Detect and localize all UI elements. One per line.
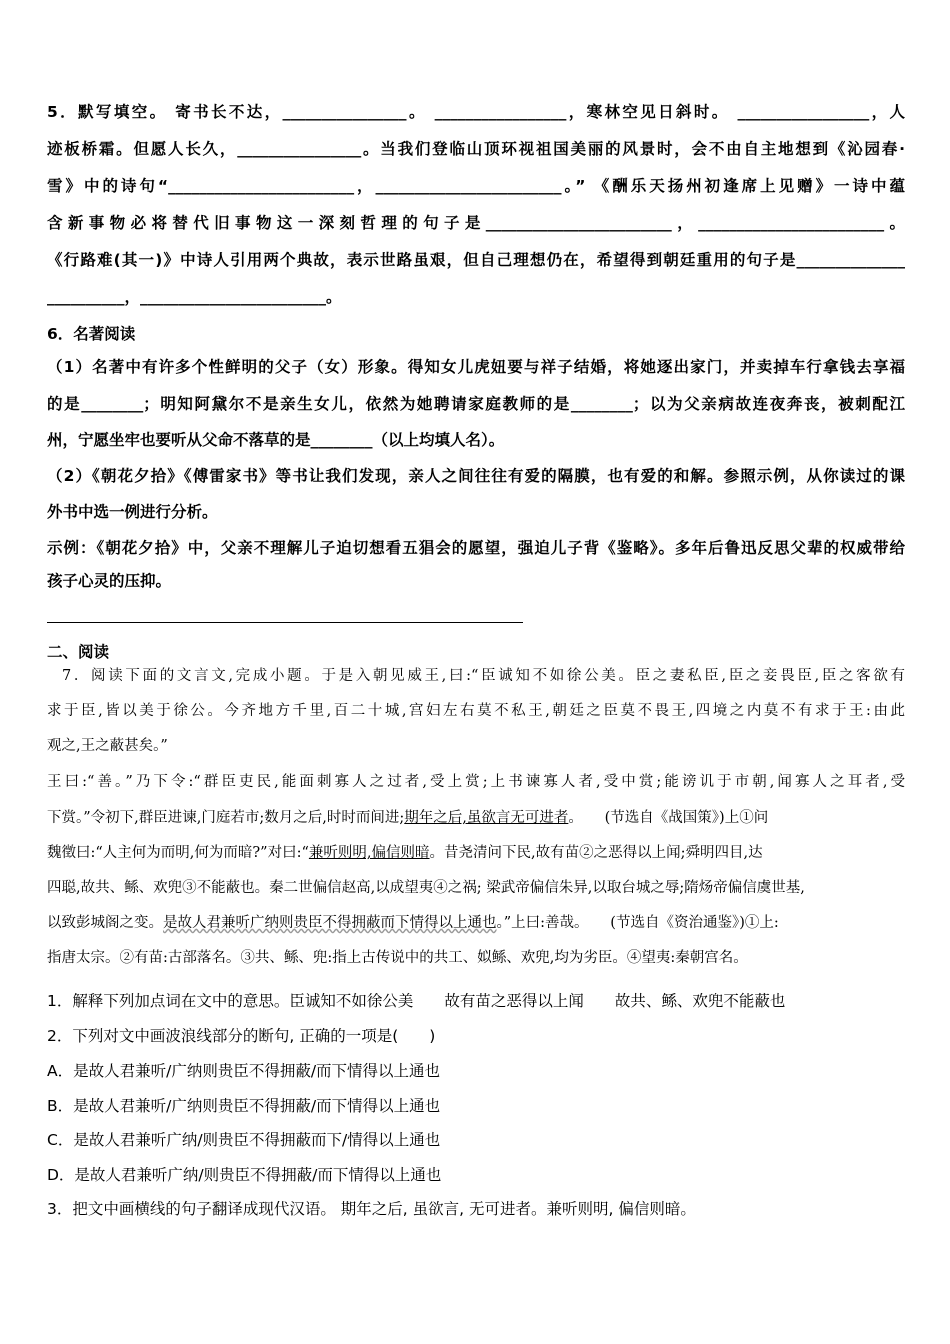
- q5-line: __________，________________________。: [47, 288, 342, 306]
- q5-line: 雪》中的诗句“________________________，________________________。” 《酬乐天扬州初逢席上见赠》一诗中蕴: [47, 177, 905, 195]
- section-title: 二、阅读: [47, 643, 110, 661]
- passage-line: 求于臣,皆以美于徐公。今齐地方千里,百二十城,宫妇左右莫不私王,朝廷之臣莫不畏王,四境之内莫不有求于王:由此: [47, 703, 905, 719]
- option-c[interactable]: C．是故人君兼听广纳/则贵臣不得拥蔽而下/情得以上通也: [47, 1131, 441, 1149]
- passage-line: [47, 808, 905, 828]
- q6-line: （1）名著中有许多个性鲜明的父子（女）形象。得知女儿虎妞要与祥子结婚，将她逐出家门，并卖掉车行拿钱去享福: [47, 358, 905, 376]
- underlined-sentence: 期年之后,虽欲言无可进者: [404, 810, 569, 826]
- passage-line: 观之,王之蔽甚矣。”: [47, 738, 168, 754]
- q5-line: 5．默写填空。 寄书长不达，________________。 _________________，寒林空见日斜时。 _________________，人: [47, 103, 905, 121]
- q6-line: 外书中选一例进行分析。: [47, 503, 218, 521]
- q6-line: 的是________；明知阿黛尔不是亲生女儿，依然为她聘请家庭教师的是________；以为父亲病故连夜奔丧，被刺配江: [47, 395, 905, 413]
- q6-line: 州，宁愿坐牢也要听从父命不落草的是________（以上均填人名）。: [47, 431, 505, 449]
- q5-line: 含新事物必将替代旧事物这一深刻哲理的句子是________________________，________________________。: [47, 214, 905, 232]
- sub-question-2: 2．下列对文中画波浪线部分的断句, 正确的一项是( ): [47, 1027, 436, 1045]
- passage-line: 7．阅读下面的文言文,完成小题。于是入朝见威王,曰:“臣诚知不如徐公美。臣之妻私臣,臣之妾畏臣,臣之客欲有: [62, 668, 905, 684]
- q6-line: （2）《朝花夕拾》《傅雷家书》等书让我们发现，亲人之间往往有爱的隔膜，也有爱的和解。参照示例，从你读过的课: [47, 467, 905, 485]
- q5-line: 《行路难(其一)》中诗人引用两个典故，表示世路虽艰，但自己理想仍在，希望得到朝廷重用的句子是______________: [47, 251, 905, 269]
- text: 魏徵曰:“人主何为而明,何为而暗?”对曰:“: [47, 845, 309, 861]
- text: 下赏。”令初下,群臣进谏,门庭若市;数月之后,时时而间进;: [47, 810, 405, 826]
- wavy-underlined-sentence: 是故人君兼听广纳则贵臣不得拥蔽而下情得以上通也: [163, 915, 497, 931]
- footnotes: 指唐太宗。②有苗:古部落名。③共、鲧、兜:指上古传说中的共工、姒鲧、欢兜,均为劣臣。④望夷:秦朝宫名。: [47, 950, 748, 966]
- underlined-sentence: 兼听则明,偏信则暗: [308, 845, 430, 861]
- text: 以致彭城阁之变。: [47, 915, 163, 931]
- passage-line: [47, 843, 905, 863]
- sub-question-1: 1．解释下列加点词在文中的意思。臣诚知不如徐公美 故有苗之恶得以上闻 故共、鲧、欢兜不能蔽也: [47, 992, 786, 1010]
- option-b[interactable]: B．是故人君兼听/广纳则贵臣不得拥蔽/而下情得以上通也: [47, 1097, 441, 1115]
- option-d[interactable]: D．是故人君兼听广纳/则贵臣不得拥蔽/而下情得以上通也: [47, 1166, 442, 1184]
- answer-line: [47, 622, 523, 623]
- passage-line: 王曰:“善。”乃下令:“群臣吏民,能面刺寡人之过者,受上赏;上书谏寡人者,受中赏;能谤讥于市朝,闻寡人之耳者,受: [47, 774, 905, 790]
- text: 。 (节选自《战国策》)上①问: [568, 810, 769, 826]
- q6-title: 6．名著阅读: [47, 325, 136, 343]
- option-a[interactable]: A．是故人君兼听/广纳则贵臣不得拥蔽/而下情得以上通也: [47, 1062, 441, 1080]
- passage-line: 四聪,故共、鲧、欢兜③不能蔽也。秦二世偏信赵高,以成望夷④之祸; 梁武帝偏信朱异,以取台城之辱;隋炀帝偏信虞世基,: [47, 880, 805, 896]
- q6-example: 孩子心灵的压抑。: [47, 572, 172, 590]
- text: 。昔尧清问下民,故有苗②之恶得以上闻;舜明四目,达: [429, 845, 763, 861]
- passage-line: [47, 913, 905, 933]
- sub-question-3: 3．把文中画横线的句子翻译成现代汉语。 期年之后, 虽欲言, 无可进者。兼听则明, 偏信则暗。: [47, 1200, 696, 1218]
- q6-example: 示例：《朝花夕拾》中，父亲不理解儿子迫切想看五猖会的愿望，强迫儿子背《鉴略》。多年后鲁迅反思父辈的权威带给: [47, 539, 905, 557]
- q5-line: 迹板桥霜。但愿人长久，________________。当我们登临山顶环视祖国美丽的风景时，会不由自主地想到《沁园春·: [47, 140, 905, 158]
- text: 。”上曰:善哉。 (节选自《资治通鉴》)①上:: [496, 915, 779, 931]
